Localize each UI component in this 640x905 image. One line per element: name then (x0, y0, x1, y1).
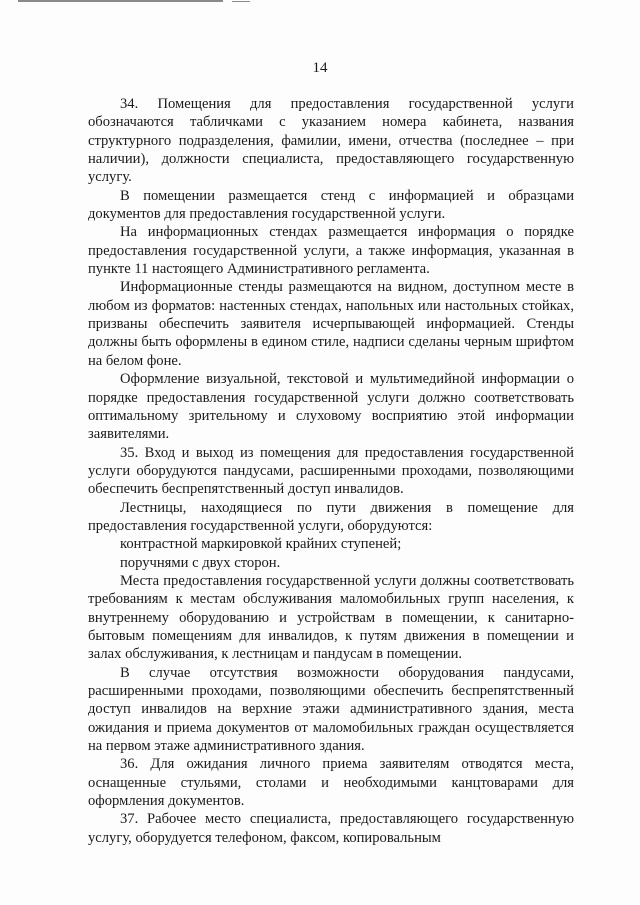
paragraph: Информационные стенды размещаются на видном, доступном месте в любом из форматов: настенных стендах, напольных или настольных стойках, призваны обеспечить заявителя исчерпывающей информацией. Стенды должны быть оформлены в едином стиле, надписи сделаны черным шрифтом на белом фоне. (88, 279, 574, 369)
paragraph-34: 34. Помещения для предоставления государственной услуги обозначаются табличками с указанием номера кабинета, названия структурного подразделения, фамилии, имени, отчества (последнее – при наличии), должности специалиста, предоставляющего государственную услугу. (88, 96, 574, 186)
paragraph: Лестницы, находящиеся по пути движения в помещение для предоставления государственной услуги, оборудуются: (88, 499, 574, 534)
paragraph-37: 37. Рабочее место специалиста, предоставляющего государственную услугу, оборудуется телефоном, факсом, копировальным (88, 811, 574, 846)
list-item: контрастной маркировкой крайних ступеней; (120, 536, 402, 553)
paragraph: Оформление визуальной, текстовой и мультимедийной информации о порядке предоставления государственной услуги должно соответствовать оптимальному зрительному и слуховому восприятию этой информации заявителями. (88, 371, 574, 443)
scan-edge-mark (232, 1, 250, 2)
page-number: 14 (312, 60, 328, 76)
paragraph: В случае отсутствия возможности оборудования пандусами, расширенными проходами, позволяющими обеспечить беспрепятственный доступ инвалидов на верхние этажи административного здания, места ожидания и приема документов от маломобильных граждан осуществляется на первом этаже административного здания. (88, 664, 574, 755)
paragraph: На информационных стендах размещается информация о порядке предоставления государственной услуги, а также информация, указанная в пункте 11 настоящего Административного регламента. (88, 224, 574, 278)
paragraph: Места предоставления государственной услуги должны соответствовать требованиям к местам обслуживания маломобильных групп населения, к внутреннему оборудованию и устройствам в помещении, к санитарно-бытовым помещениям для инвалидов, к путям движения в помещении и залах обслуживания, к лестницам и пандусам в помещении. (88, 572, 574, 663)
paragraph: В помещении размещается стенд с информацией и образцами документов для предоставления государственной услуги. (88, 187, 574, 223)
scan-edge-mark (18, 0, 223, 2)
paragraph-35: 35. Вход и выход из помещения для предоставления государственной услуги оборудуются пандусами, расширенными проходами, позволяющими обеспечить беспрепятственный доступ инвалидов. (88, 444, 574, 498)
list-item: поручнями с двух сторон. (120, 554, 281, 571)
document-body (88, 95, 574, 847)
paragraph-36: 36. Для ожидания личного приема заявителям отводятся места, оснащенные стульями, столами и необходимыми канцтоварами для оформления документов. (88, 756, 574, 810)
